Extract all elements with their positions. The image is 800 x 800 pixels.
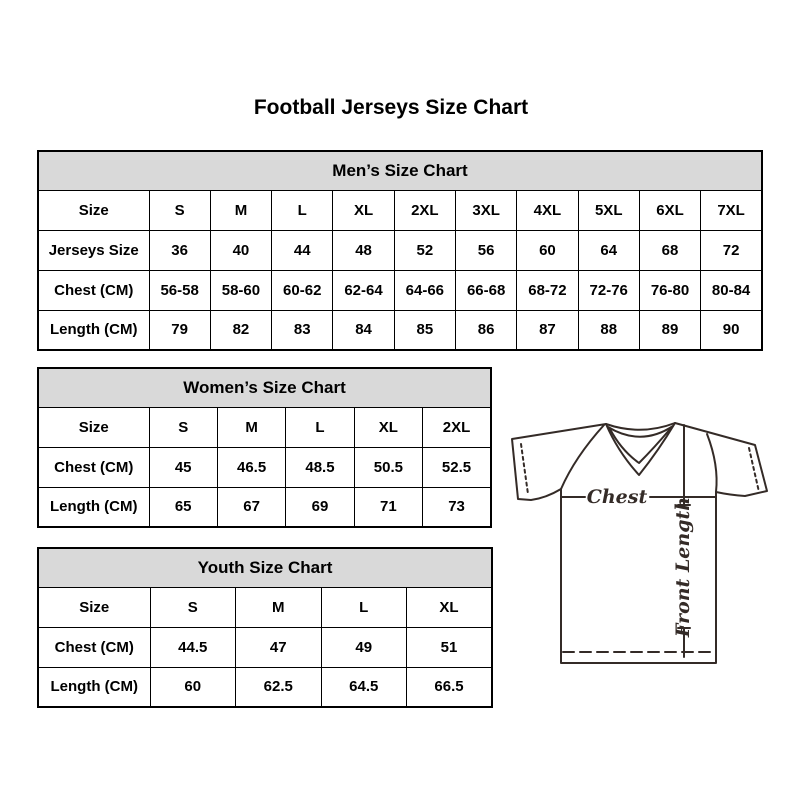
table-row xyxy=(38,447,491,487)
value-cell: M xyxy=(236,587,322,627)
value-cell: 65 xyxy=(149,487,217,527)
value-cell: 66.5 xyxy=(407,667,493,707)
value-cell: 73 xyxy=(423,487,491,527)
value-cell: 52.5 xyxy=(423,447,491,487)
value-cell: 67 xyxy=(217,487,285,527)
value-cell: 68 xyxy=(639,230,700,270)
value-cell: 46.5 xyxy=(217,447,285,487)
jersey-right-sleeve xyxy=(675,423,767,496)
value-cell: S xyxy=(149,407,217,447)
value-cell: 89 xyxy=(639,310,700,350)
youth-size-chart-table xyxy=(37,547,493,708)
value-cell: 49 xyxy=(321,627,407,667)
value-cell: S xyxy=(150,587,236,627)
row-label-cell: Length (CM) xyxy=(38,667,150,707)
value-cell: 64.5 xyxy=(321,667,407,707)
value-cell: 88 xyxy=(578,310,639,350)
value-cell: L xyxy=(272,190,333,230)
value-cell: 56 xyxy=(455,230,516,270)
value-cell: 44 xyxy=(272,230,333,270)
value-cell: 87 xyxy=(517,310,578,350)
row-label-cell: Jerseys Size xyxy=(38,230,149,270)
table-row xyxy=(38,627,492,667)
value-cell: XL xyxy=(354,407,422,447)
chest-label: Chest xyxy=(586,486,648,508)
youth-table-title: Youth Size Chart xyxy=(38,548,492,587)
value-cell: 50.5 xyxy=(354,447,422,487)
value-cell: 5XL xyxy=(578,190,639,230)
value-cell: 48 xyxy=(333,230,394,270)
value-cell: 40 xyxy=(210,230,271,270)
value-cell: 83 xyxy=(272,310,333,350)
table-row xyxy=(38,587,492,627)
row-label-cell: Chest (CM) xyxy=(38,447,149,487)
value-cell: L xyxy=(286,407,354,447)
value-cell: 2XL xyxy=(394,190,455,230)
value-cell: 48.5 xyxy=(286,447,354,487)
value-cell: 79 xyxy=(149,310,210,350)
row-label-cell: Size xyxy=(38,407,149,447)
value-cell: 62-64 xyxy=(333,270,394,310)
value-cell: 44.5 xyxy=(150,627,236,667)
value-cell: 68-72 xyxy=(517,270,578,310)
value-cell: 84 xyxy=(333,310,394,350)
table-row xyxy=(38,407,491,447)
value-cell: 64 xyxy=(578,230,639,270)
value-cell: M xyxy=(217,407,285,447)
value-cell: L xyxy=(321,587,407,627)
value-cell: 66-68 xyxy=(455,270,516,310)
value-cell: 4XL xyxy=(517,190,578,230)
value-cell: 3XL xyxy=(455,190,516,230)
value-cell: 6XL xyxy=(639,190,700,230)
row-label-cell: Size xyxy=(38,587,150,627)
value-cell: 60-62 xyxy=(272,270,333,310)
value-cell: 71 xyxy=(354,487,422,527)
womens-table-title: Women’s Size Chart xyxy=(38,368,491,407)
value-cell: 86 xyxy=(455,310,516,350)
value-cell: 62.5 xyxy=(236,667,322,707)
mens-size-chart-section xyxy=(37,150,763,351)
row-label-cell: Length (CM) xyxy=(38,310,149,350)
table-row xyxy=(38,310,762,350)
value-cell: 64-66 xyxy=(394,270,455,310)
jersey-right-armhole xyxy=(707,434,717,492)
left-cuff-stitch-line xyxy=(521,444,528,494)
value-cell: 36 xyxy=(149,230,210,270)
value-cell: 90 xyxy=(701,310,762,350)
youth-size-chart-section xyxy=(37,547,493,708)
value-cell: S xyxy=(149,190,210,230)
value-cell: 72 xyxy=(701,230,762,270)
value-cell: 85 xyxy=(394,310,455,350)
value-cell: 2XL xyxy=(423,407,491,447)
value-cell: 51 xyxy=(407,627,493,667)
table-row xyxy=(38,230,762,270)
value-cell: 47 xyxy=(236,627,322,667)
row-label-cell: Chest (CM) xyxy=(38,627,150,667)
womens-size-chart-section xyxy=(37,367,492,528)
value-cell: 76-80 xyxy=(639,270,700,310)
value-cell: 60 xyxy=(150,667,236,707)
row-label-cell: Length (CM) xyxy=(38,487,149,527)
mens-size-chart-table xyxy=(37,150,763,351)
mens-table-title: Men’s Size Chart xyxy=(38,151,762,190)
table-row xyxy=(38,190,762,230)
value-cell: 52 xyxy=(394,230,455,270)
value-cell: M xyxy=(210,190,271,230)
value-cell: 60 xyxy=(517,230,578,270)
womens-size-chart-table xyxy=(37,367,492,528)
jersey-measurement-diagram-icon xyxy=(505,415,775,665)
table-row xyxy=(38,487,491,527)
value-cell: 82 xyxy=(210,310,271,350)
page-title: Football Jerseys Size Chart xyxy=(253,96,529,119)
value-cell: 69 xyxy=(286,487,354,527)
value-cell: XL xyxy=(333,190,394,230)
value-cell: 80-84 xyxy=(701,270,762,310)
value-cell: 45 xyxy=(149,447,217,487)
front-length-label: Front Length xyxy=(672,496,694,638)
table-row xyxy=(38,667,492,707)
row-label-cell: Size xyxy=(38,190,149,230)
jersey-collar-back xyxy=(606,423,675,430)
table-row xyxy=(38,270,762,310)
value-cell: 72-76 xyxy=(578,270,639,310)
value-cell: 58-60 xyxy=(210,270,271,310)
value-cell: XL xyxy=(407,587,493,627)
row-label-cell: Chest (CM) xyxy=(38,270,149,310)
value-cell: 7XL xyxy=(701,190,762,230)
value-cell: 56-58 xyxy=(149,270,210,310)
